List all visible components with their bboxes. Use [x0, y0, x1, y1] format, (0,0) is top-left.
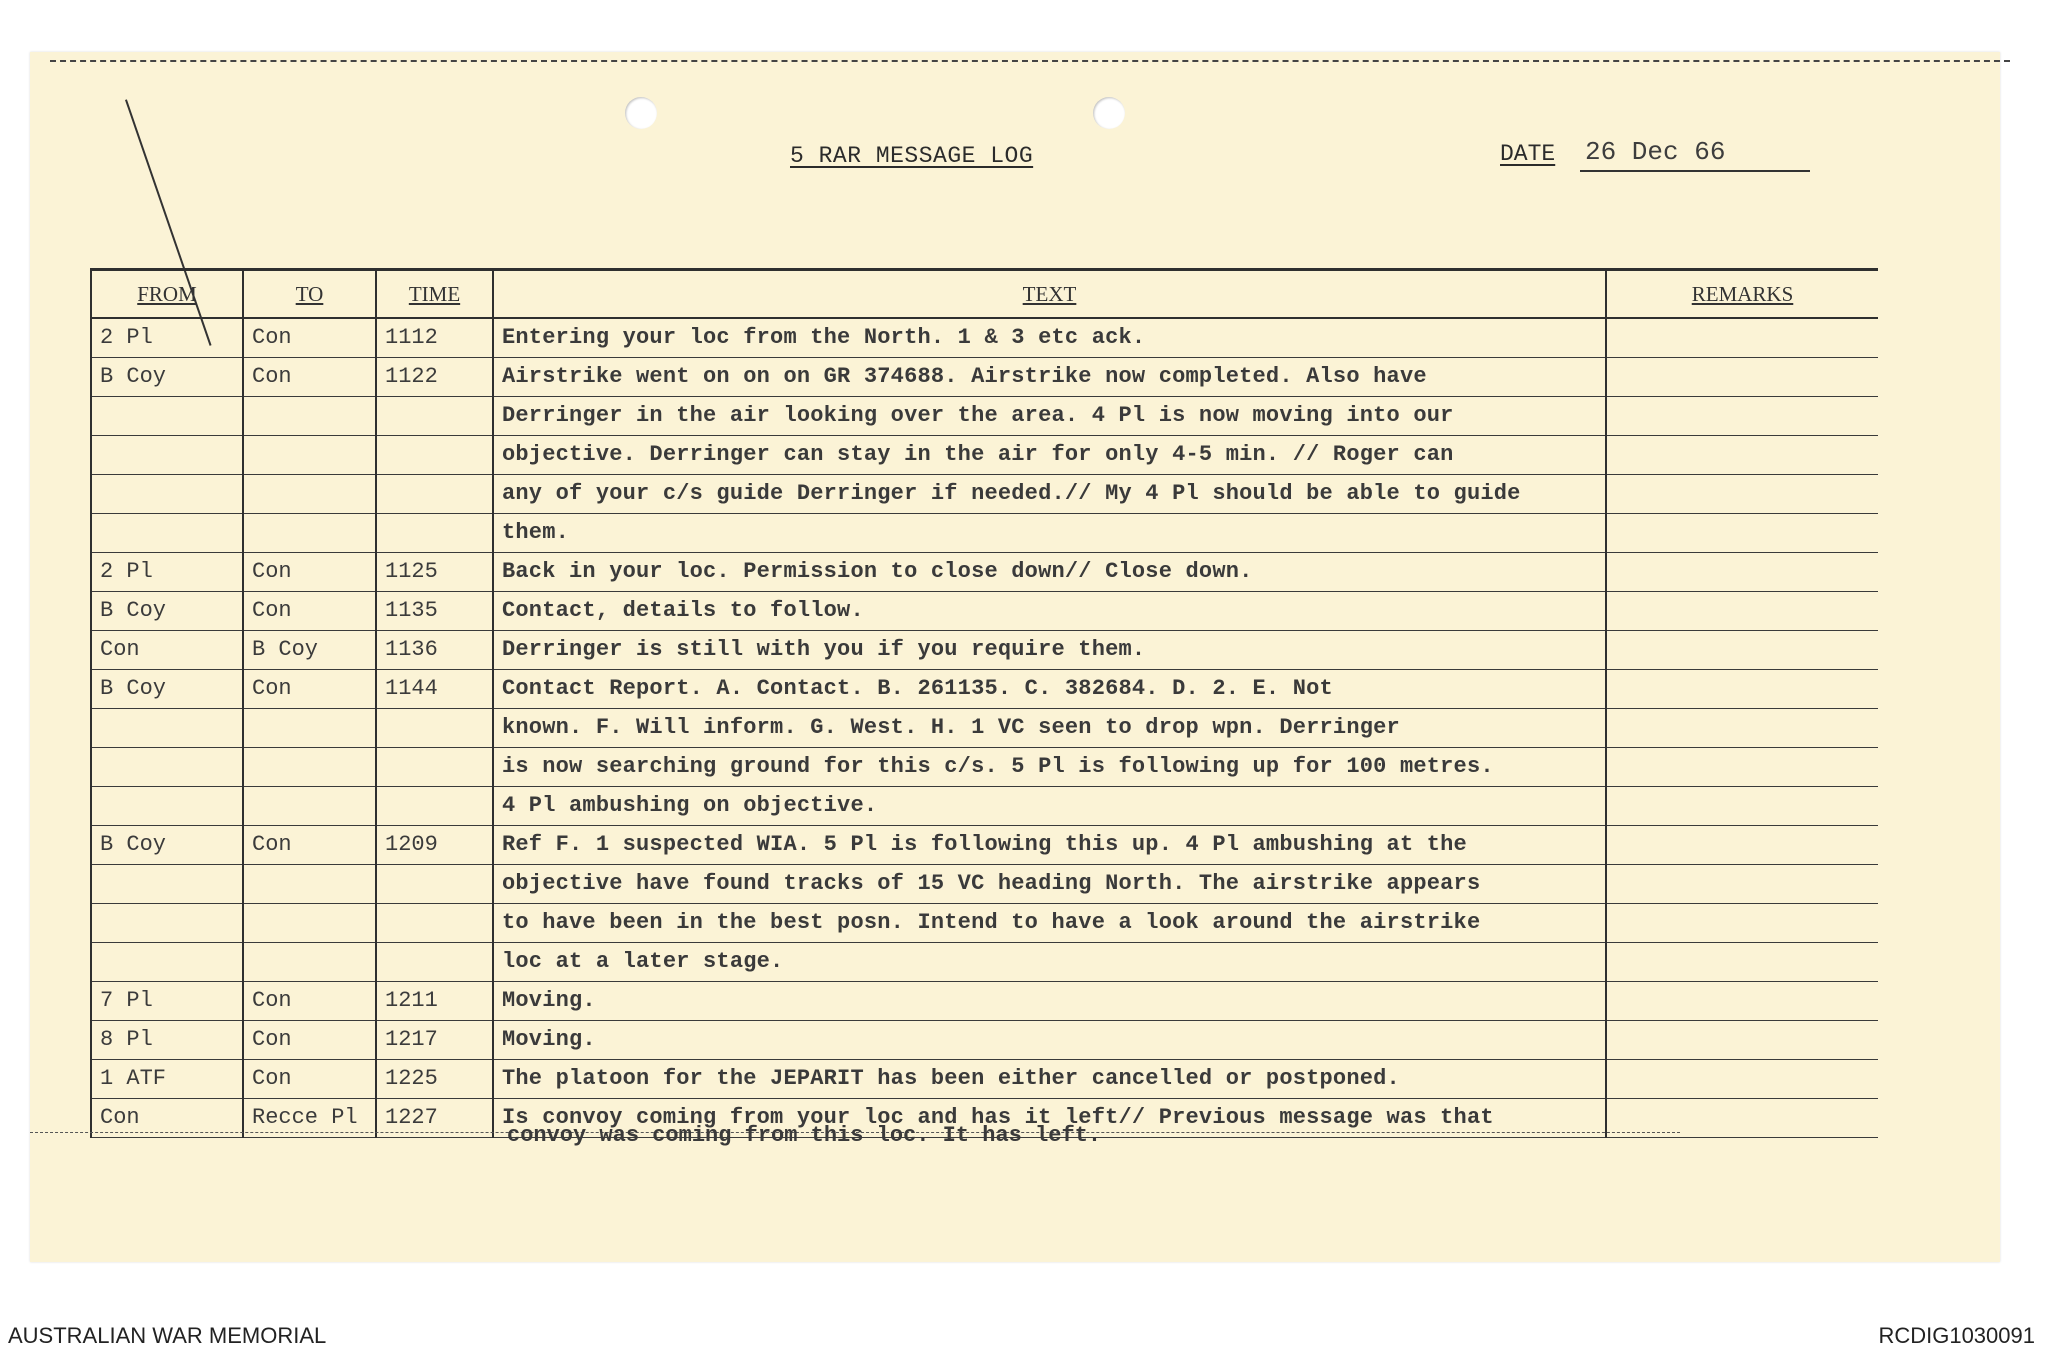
- cell-text: The platoon for the JEPARIT has been either cancelled or postponed.: [493, 1060, 1606, 1099]
- cell-to: [243, 475, 376, 514]
- cell-to: Con: [243, 1021, 376, 1060]
- cell-time: 1227: [376, 1099, 493, 1138]
- table-row: [91, 826, 1878, 865]
- table-row: [91, 865, 1878, 904]
- table-row: [91, 358, 1878, 397]
- cell-remarks: [1606, 904, 1878, 943]
- cell-text: objective have found tracks of 15 VC heading North. The airstrike appears: [493, 865, 1606, 904]
- cell-from: [91, 943, 243, 982]
- cell-text: loc at a later stage.: [493, 943, 1606, 982]
- cell-remarks: [1606, 592, 1878, 631]
- date-underline: [1580, 170, 1810, 172]
- top-rule: [50, 60, 2010, 62]
- table-row: [91, 475, 1878, 514]
- cell-time: 1211: [376, 982, 493, 1021]
- cell-text: is now searching ground for this c/s. 5 Pl is following up for 100 metres.: [493, 748, 1606, 787]
- cell-text: Airstrike went on on on GR 374688. Airstrike now completed. Also have: [493, 358, 1606, 397]
- cell-remarks: [1606, 787, 1878, 826]
- footer-institution: AUSTRALIAN WAR MEMORIAL: [8, 1323, 327, 1348]
- cell-from: B Coy: [91, 358, 243, 397]
- cell-time: [376, 904, 493, 943]
- cell-remarks: [1606, 1060, 1878, 1099]
- cell-time: [376, 748, 493, 787]
- cell-remarks: [1606, 436, 1878, 475]
- cell-to: Con: [243, 358, 376, 397]
- cell-to: [243, 709, 376, 748]
- cell-text: Contact, details to follow.: [493, 592, 1606, 631]
- cell-to: Con: [243, 592, 376, 631]
- footer-record-id: RCDIG1030091: [1878, 1323, 2035, 1348]
- date-value: 26 Dec 66: [1585, 137, 1726, 167]
- cell-time: 1135: [376, 592, 493, 631]
- cell-time: 1217: [376, 1021, 493, 1060]
- overflow-text-line: convoy was coming from this loc. It has left.: [507, 1123, 1102, 1148]
- cell-text: Moving.: [493, 1021, 1606, 1060]
- header-row: [91, 270, 1878, 319]
- cell-time: 1144: [376, 670, 493, 709]
- cell-from: [91, 436, 243, 475]
- cell-remarks: [1606, 826, 1878, 865]
- cell-from: Con: [91, 631, 243, 670]
- cell-text: Contact Report. A. Contact. B. 261135. C. 382684. D. 2. E. Not: [493, 670, 1606, 709]
- cell-time: 1112: [376, 318, 493, 358]
- table-row: [91, 592, 1878, 631]
- table-row: [91, 748, 1878, 787]
- cell-from: [91, 709, 243, 748]
- table-row: [91, 787, 1878, 826]
- cell-remarks: [1606, 709, 1878, 748]
- cell-time: [376, 475, 493, 514]
- cell-time: [376, 436, 493, 475]
- cell-to: Con: [243, 318, 376, 358]
- cell-time: 1125: [376, 553, 493, 592]
- cell-text: 4 Pl ambushing on objective.: [493, 787, 1606, 826]
- cell-text: Moving.: [493, 982, 1606, 1021]
- cell-to: Con: [243, 1060, 376, 1099]
- cell-time: [376, 787, 493, 826]
- table-row: [91, 709, 1878, 748]
- cell-from: 2 Pl: [91, 553, 243, 592]
- table-row: [91, 514, 1878, 553]
- column-header-text: TEXT: [493, 270, 1606, 319]
- cell-remarks: [1606, 748, 1878, 787]
- cell-to: [243, 787, 376, 826]
- cell-time: [376, 514, 493, 553]
- cell-time: 1209: [376, 826, 493, 865]
- cell-text: Derringer is still with you if you require them.: [493, 631, 1606, 670]
- cell-to: Con: [243, 670, 376, 709]
- cell-from: B Coy: [91, 826, 243, 865]
- table-row: [91, 318, 1878, 358]
- cell-from: [91, 397, 243, 436]
- cell-to: [243, 904, 376, 943]
- message-log-table: [90, 268, 1878, 1138]
- table-row: [91, 1021, 1878, 1060]
- cell-text: any of your c/s guide Derringer if needed.// My 4 Pl should be able to guide: [493, 475, 1606, 514]
- column-header-time: TIME: [376, 270, 493, 319]
- cell-from: 2 Pl: [91, 318, 243, 358]
- column-header-to: TO: [243, 270, 376, 319]
- cell-text: to have been in the best posn. Intend to have a look around the airstrike: [493, 904, 1606, 943]
- cell-from: [91, 514, 243, 553]
- cell-to: Con: [243, 553, 376, 592]
- table-row: [91, 1060, 1878, 1099]
- cell-to: Con: [243, 982, 376, 1021]
- table-row: [91, 553, 1878, 592]
- cell-from: B Coy: [91, 592, 243, 631]
- cell-remarks: [1606, 475, 1878, 514]
- cell-from: Con: [91, 1099, 243, 1138]
- cell-text: Derringer in the air looking over the area. 4 Pl is now moving into our: [493, 397, 1606, 436]
- cell-to: [243, 943, 376, 982]
- cell-to: Con: [243, 826, 376, 865]
- table-row: [91, 436, 1878, 475]
- cell-time: 1225: [376, 1060, 493, 1099]
- cell-remarks: [1606, 397, 1878, 436]
- cell-remarks: [1606, 943, 1878, 982]
- cell-text: known. F. Will inform. G. West. H. 1 VC seen to drop wpn. Derringer: [493, 709, 1606, 748]
- punch-hole: [625, 97, 657, 129]
- cell-to: Recce Pl: [243, 1099, 376, 1138]
- cell-remarks: [1606, 631, 1878, 670]
- cell-text: them.: [493, 514, 1606, 553]
- column-header-remarks: REMARKS: [1606, 270, 1878, 319]
- cell-to: [243, 748, 376, 787]
- cell-remarks: [1606, 670, 1878, 709]
- cell-to: [243, 865, 376, 904]
- document-title: 5 RAR MESSAGE LOG: [790, 143, 1034, 169]
- table-row: [91, 397, 1878, 436]
- cell-time: [376, 865, 493, 904]
- cell-from: 8 Pl: [91, 1021, 243, 1060]
- cell-time: 1136: [376, 631, 493, 670]
- cell-remarks: [1606, 318, 1878, 358]
- cell-from: B Coy: [91, 670, 243, 709]
- punch-hole: [1093, 97, 1125, 129]
- cell-remarks: [1606, 1021, 1878, 1060]
- cell-text: Ref F. 1 suspected WIA. 5 Pl is following this up. 4 Pl ambushing at the: [493, 826, 1606, 865]
- cell-remarks: [1606, 553, 1878, 592]
- table-row: [91, 670, 1878, 709]
- table-row: [91, 631, 1878, 670]
- cell-text: Entering your loc from the North. 1 & 3 etc ack.: [493, 318, 1606, 358]
- cell-time: [376, 709, 493, 748]
- cell-to: [243, 436, 376, 475]
- cell-text: Is convoy coming from your loc and has it left// Previous message was that: [493, 1099, 1606, 1138]
- cell-remarks: [1606, 865, 1878, 904]
- column-header-from: FROM: [91, 270, 243, 319]
- table-row: [91, 982, 1878, 1021]
- cell-from: 7 Pl: [91, 982, 243, 1021]
- cell-from: [91, 865, 243, 904]
- cell-to: [243, 514, 376, 553]
- cell-remarks: [1606, 514, 1878, 553]
- cell-to: [243, 397, 376, 436]
- cell-time: [376, 397, 493, 436]
- cell-time: 1122: [376, 358, 493, 397]
- table-row: [91, 943, 1878, 982]
- cell-from: 1 ATF: [91, 1060, 243, 1099]
- cell-from: [91, 904, 243, 943]
- cell-from: [91, 748, 243, 787]
- cell-to: B Coy: [243, 631, 376, 670]
- cell-from: [91, 787, 243, 826]
- table-row: [91, 904, 1878, 943]
- cell-text: objective. Derringer can stay in the air for only 4-5 min. // Roger can: [493, 436, 1606, 475]
- date-label: DATE: [1500, 141, 1556, 167]
- cell-remarks: [1606, 358, 1878, 397]
- cell-time: [376, 943, 493, 982]
- cell-from: [91, 475, 243, 514]
- cell-remarks: [1606, 982, 1878, 1021]
- cell-text: Back in your loc. Permission to close down// Close down.: [493, 553, 1606, 592]
